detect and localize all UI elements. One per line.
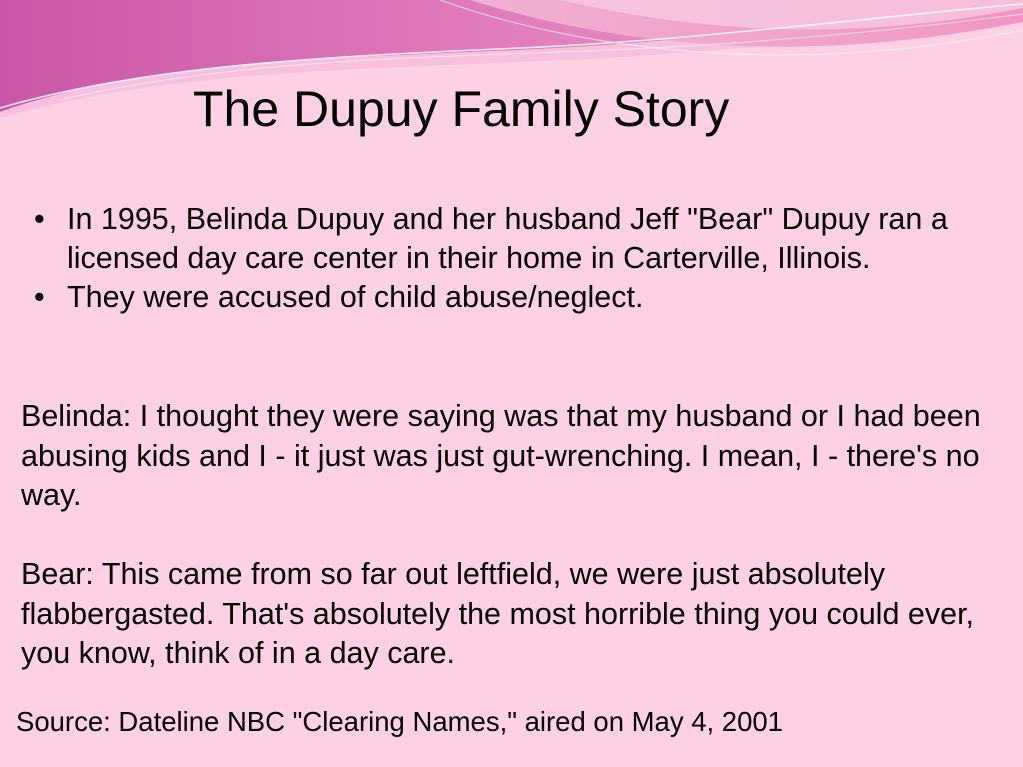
bullet-text: They were accused of child abuse/neglect.	[67, 280, 644, 314]
bullet-text: In 1995, Belinda Dupuy and her husband Jeff "Bear" Dupuy ran a licensed day care center in their home in Carterville, Illinois.	[67, 202, 948, 275]
quote-belinda: Belinda: I thought they were saying was that my husband or I had been abusing kids and I - it just was just gut-wrenching. I mean, I - there's no way.	[21, 399, 981, 512]
quote-bear: Bear: This came from so far out leftfield, we were just absolutely flabbergasted. That's absolutely the most horrible thing you could ever, you know, think of in a day care.	[21, 557, 975, 670]
bullet-list	[30, 200, 990, 317]
bullet-item	[30, 200, 990, 278]
bullet-dot-icon: •	[34, 202, 45, 236]
bullet-item	[30, 278, 990, 317]
source-citation: Source: Dateline NBC "Clearing Names," aired on May 4, 2001	[16, 706, 783, 737]
bullet-dot-icon: •	[34, 280, 45, 314]
slide-title: The Dupuy Family Story	[193, 81, 730, 137]
